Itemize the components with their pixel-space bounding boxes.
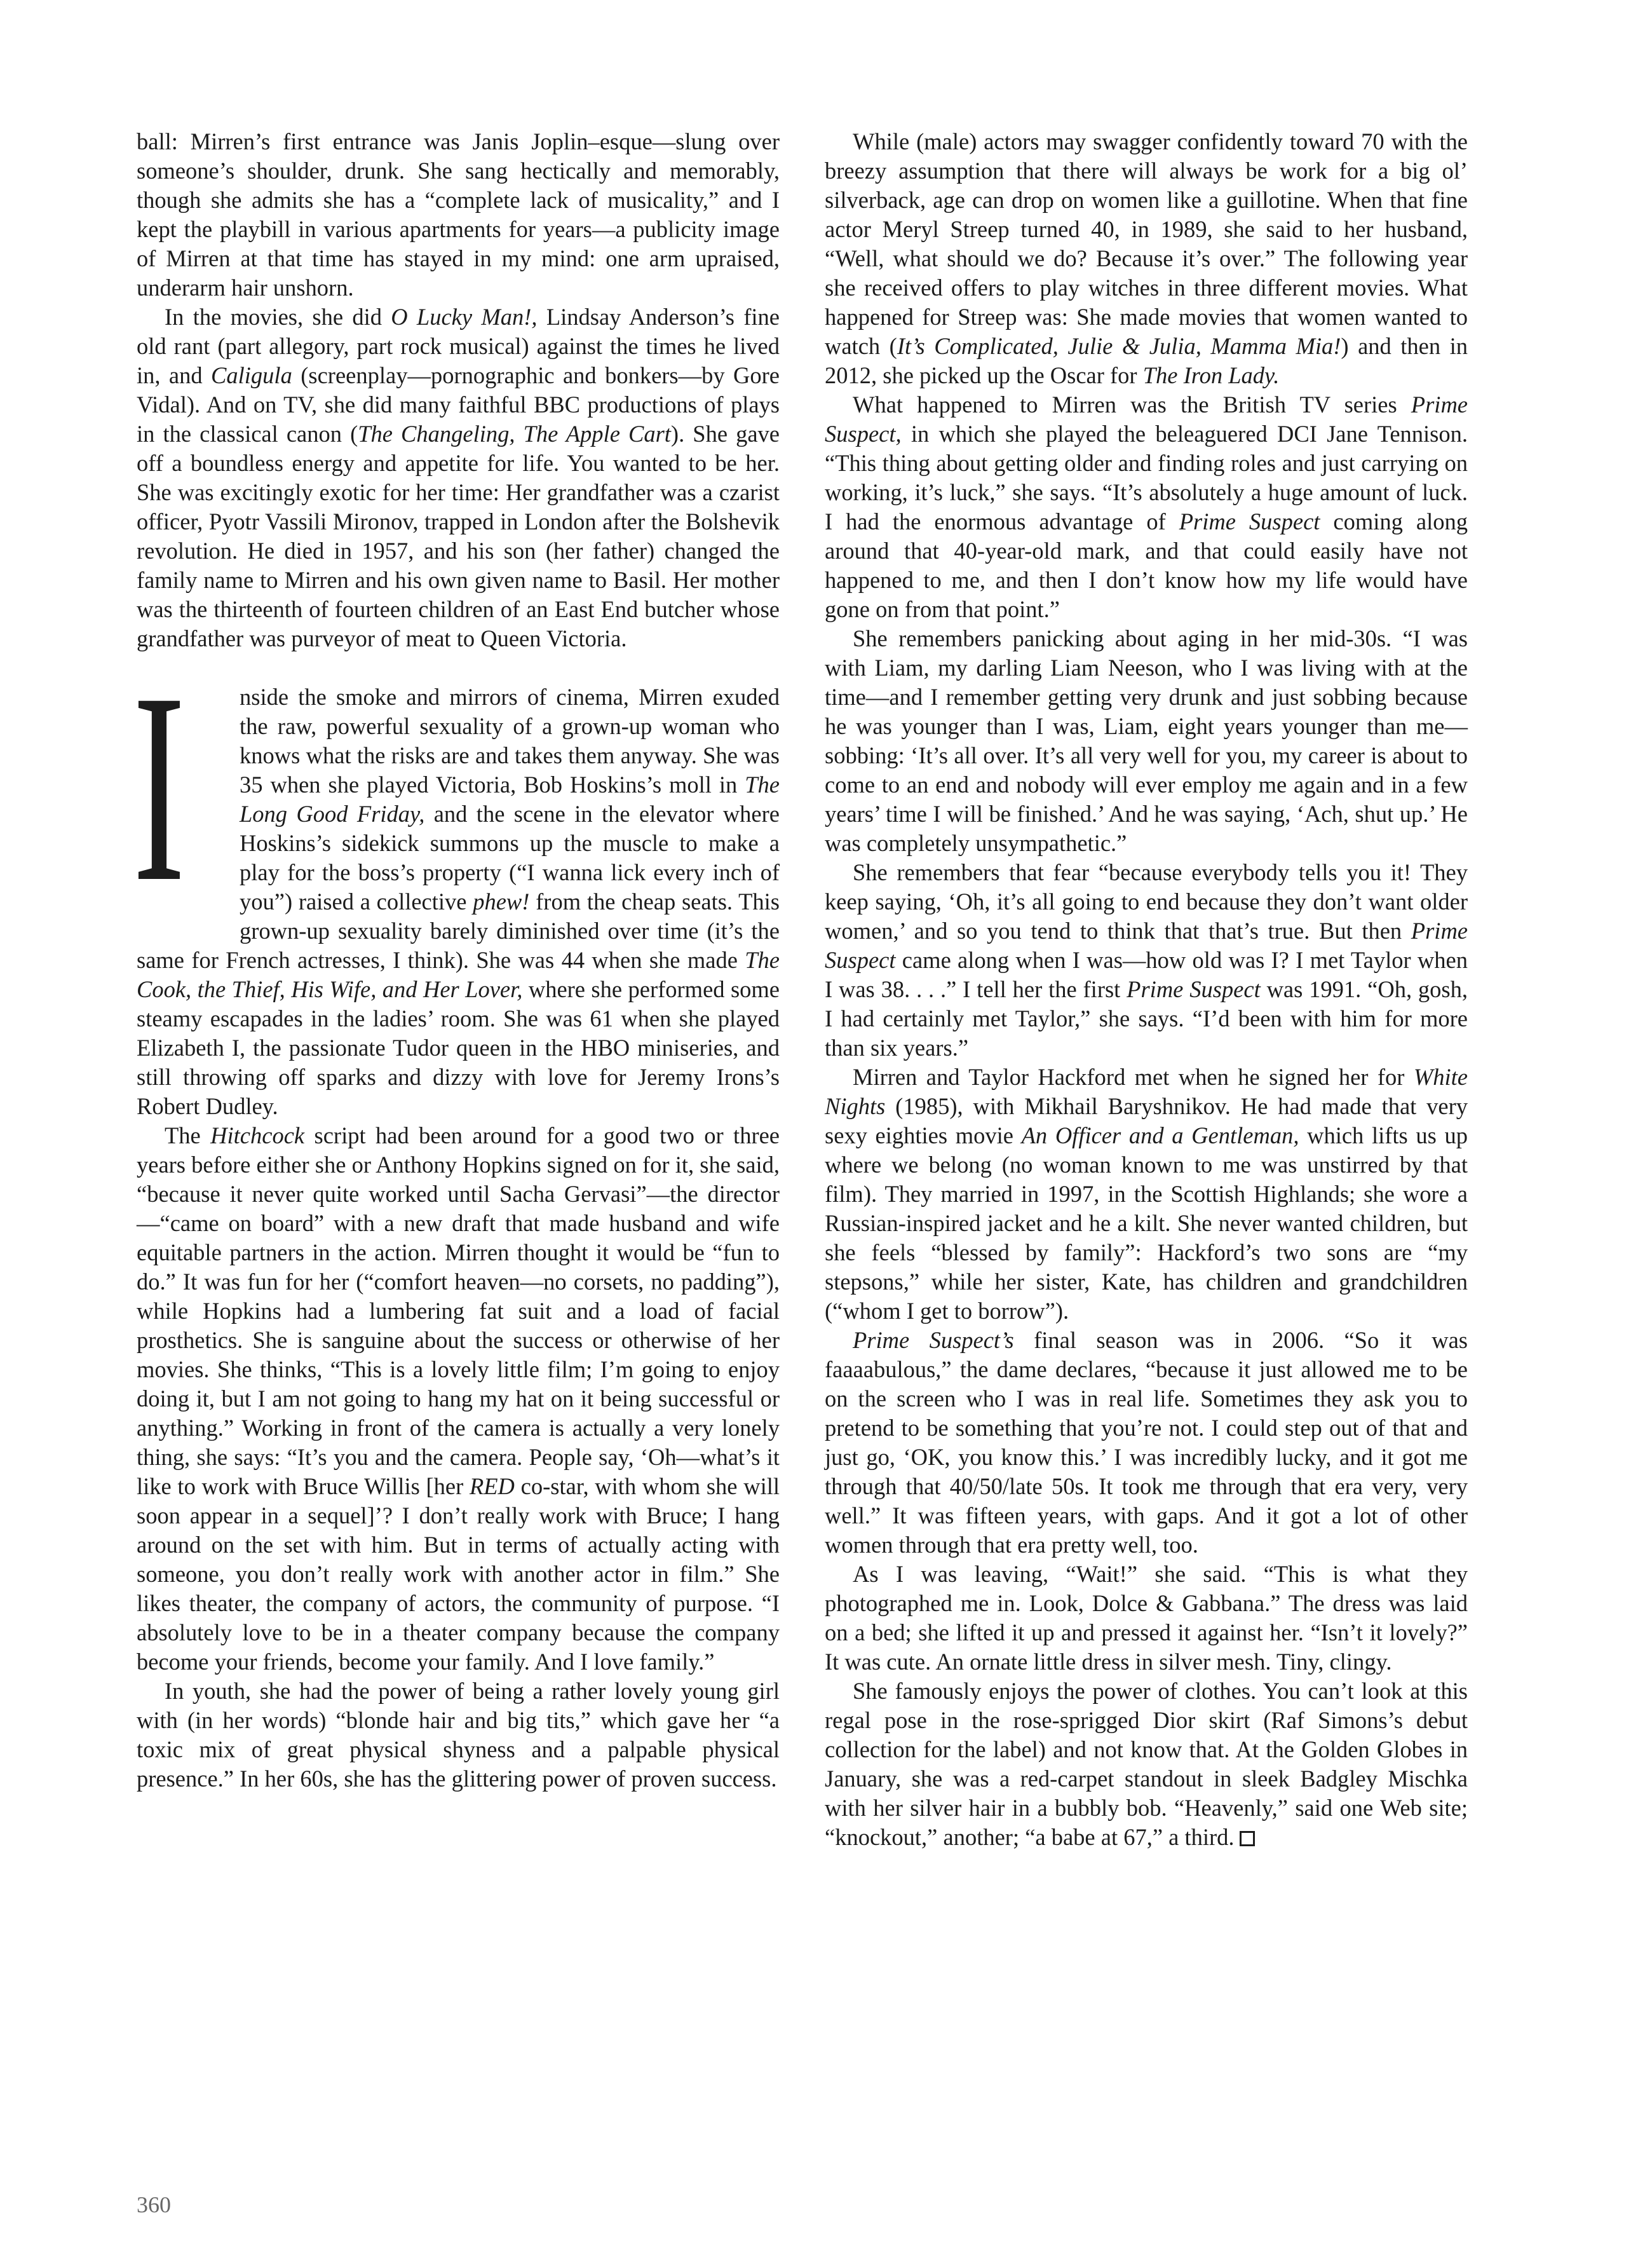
- paragraph: She remembers that fear “because everybody tells you it! They keep saying, ‘Oh, it’s all going to end because they don’t want older women,’ and so you tend to think that that’s true. But then Prime Suspect came along when I was—how old was I? I met Taylor when I was 38. . . .” I tell her the first Prime Suspect was 1991. “Oh, gosh, I had certainly met Taylor,” she says. “I’d been with him for more than six years.”: [825, 859, 1468, 1061]
- paragraph: While (male) actors may swagger confidently toward 70 with the breezy assumption that there will always be work for a big ol’ silverback, age can drop on women like a guillotine. When that fine actor Meryl Streep turned 40, in 1989, she said to her husband, “Well, what should we do? Because it’s over.” The following year she received offers to play witches in three different movies. What happened for Streep was: She made movies that women wanted to watch (It’s Complicated, Julie & Julia, Mamma Mia!) and then in 2012, she picked up the Oscar for The Iron Lady.: [825, 128, 1468, 388]
- left-column: [133, 127, 780, 1793]
- page-number: 360: [137, 2192, 171, 2217]
- paragraph: In youth, she had the power of being a rather lovely young girl with (in her words) “blonde hair and big tits,” which gave her “a toxic mix of great physical shyness and a palpable physical presence.” In her 60s, she has the glittering power of proven success.: [137, 1678, 780, 1792]
- right-column: [825, 127, 1468, 1852]
- paragraph: In the movies, she did O Lucky Man!, Lindsay Anderson’s fine old rant (part allegory, part rock musical) against the times he lived in, and Caligula (screenplay—pornographic and bonkers—by Gore Vidal). And on TV, she did many faithful BBC productions of plays in the classical canon (The Changeling, The Apple Cart). She gave off a boundless energy and appetite for life. You wanted to be her. She was excitingly exotic for her time: Her grandfather was a czarist officer, Pyotr Vassili Mironov, trapped in London after the Bolshevik revolution. He died in 1957, and his son (her father) changed the family name to Mirren and his own given name to Basil. Her mother was the thirteenth of fourteen children of an East End butcher whose grandfather was purveyor of meat to Queen Victoria.: [137, 304, 780, 651]
- paragraph: ball: Mirren’s first entrance was Janis Joplin–esque—slung over someone’s shoulder, drunk. She sang hectically and memorably, though she admits she has a “complete lack of musicality,” and I kept the playbill in various apartments for years—a publicity image of Mirren at that time has stayed in my mind: one arm upraised, underarm hair unshorn.: [137, 128, 780, 301]
- end-mark-icon: [1240, 1831, 1255, 1846]
- paragraph: As I was leaving, “Wait!” she said. “This is what they photographed me in. Look, Dolce & Gabbana.” The dress was laid on a bed; she lifted it up and pressed it against her. “Isn’t it lovely?” It was cute. An ornate little dress in silver mesh. Tiny, clingy.: [825, 1561, 1468, 1675]
- paragraph: She remembers panicking about aging in her mid-30s. “I was with Liam, my darling Liam Neeson, who I was living with at the time—and I remember getting very drunk and just sobbing because he was younger than I was, Liam, eight years younger than me—sobbing: ‘It’s all over. It’s all very well for you, my career is about to come to an end and nobody will ever employ me again and in a few years’ time I will be finished.’ And he was saying, ‘Ach, shut up.’ He was completely unsympathetic.”: [825, 625, 1468, 856]
- paragraph: The Hitchcock script had been around for a good two or three years before either she or Anthony Hopkins signed on for it, she said, “because it never quite worked until Sacha Gervasi”—the director—“came on board” with a new draft that made husband and wife equitable partners in the action. Mirren thought it would be “fun to do.” It was fun for her (“comfort heaven—no corsets, no padding”), while Hopkins had a lumbering fat suit and a load of facial prosthetics. She is sanguine about the success or otherwise of her movies. She thinks, “This is a lovely little film; I’m going to enjoy doing it, but I am not going to hang my hat on it being successful or anything.” Working in front of the camera is actually a very lonely thing, she says: “It’s you and the camera. People say, ‘Oh—what’s it like to work with Bruce Willis [her RED co-star, with whom she will soon appear in a sequel]’? I don’t really work with Bruce; I hang around on the set with him. But in terms of actually acting with someone, you don’t really work with another actor in film.” She likes theater, the company of actors, the community of purpose. “I absolutely love to be in a theater company because the company become your friends, become your family. And I love family.”: [137, 1122, 780, 1675]
- drop-cap: I: [133, 637, 186, 938]
- paragraph: Mirren and Taylor Hackford met when he signed her for White Nights (1985), with Mikhail Baryshnikov. He had made that very sexy eighties movie An Officer and a Gentleman, which lifts us up where we belong (no woman known to me was unstirred by that film). They married in 1997, in the Scottish Highlands; she wore a Russian-inspired jacket and he a kilt. She never wanted children, but she feels “blessed by family”: Hackford’s two sons are “my stepsons,” while her sister, Kate, has children and grandchildren (“whom I get to borrow”).: [825, 1064, 1468, 1324]
- paragraph: What happened to Mirren was the British TV series Prime Suspect, in which she played the beleaguered DCI Jane Tennison. “This thing about getting older and finding roles and just carrying on working, it’s luck,” she says. “It’s absolutely a huge amount of luck. I had the enormous advantage of Prime Suspect coming along around that 40-year-old mark, and that could easily have not happened to me, and then I don’t know how my life would have gone on from that point.”: [825, 391, 1468, 622]
- paragraph: Prime Suspect’s final season was in 2006. “So it was faaaabulous,” the dame declares, “because it just allowed me to be on the screen who I was in real life. Sometimes they ask you to pretend to be something that you’re not. I could step out of that and just go, ‘OK, you know this.’ I was incredibly lucky, and it got me through that 40/50/late 50s. It took me through that era very, very well.” It was fifteen years, with gaps. And it got a lot of other women through that era pretty well, too.: [825, 1327, 1468, 1558]
- paragraph: She famously enjoys the power of clothes. You can’t look at this regal pose in the rose-sprigged Dior skirt (Raf Simons’s debut collection for the label) and not know that. At the Golden Globes in January, she was a red-carpet standout in sleek Badgley Mischka with her silver hair in a bubbly bob. “Heavenly,” said one Web site; “knockout,” another; “a babe at 67,” a third.: [825, 1678, 1468, 1850]
- dropcap-paragraph: I nside the smoke and mirrors of cinema, Mirren exuded the raw, powerful sexuality of a grown-up woman who knows what the risks are and takes them anyway. She was 35 when she played Victoria, Bob Hoskins’s moll in The Long Good Friday, and the scene in the elevator where Hoskins’s sidekick summons up the muscle to make a play for the boss’s property (“I wanna lick every inch of you”) raised a collective phew! from the cheap seats. This grown-up sexuality barely diminished over time (it’s the same for French actresses, I think). She was 44 when she made The Cook, the Thief, His Wife, and Her Lover, where she performed some steamy escapades in the ladies’ room. She was 61 when she played Elizabeth I, the passionate Tudor queen in the HBO miniseries, and still throwing off sparks and dizzy with love for Jeremy Irons’s Robert Dudley.: [133, 637, 780, 1119]
